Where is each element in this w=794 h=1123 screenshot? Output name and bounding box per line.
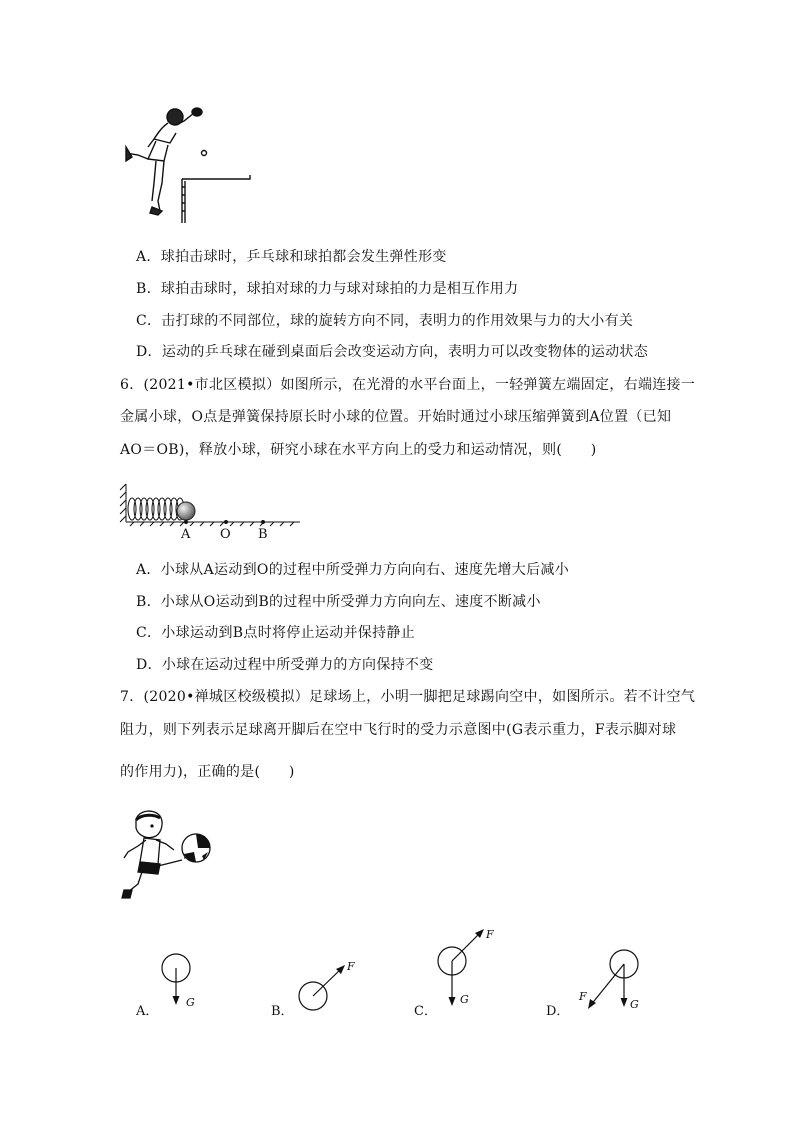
q7-choice-c-f-label: F: [486, 928, 494, 941]
spring-label-b: B: [258, 527, 268, 542]
spring-label-a: A: [181, 527, 191, 542]
q6-option-d: D．小球在运动过程中所受弹力的方向保持不变: [136, 657, 434, 673]
q7-choice-d-f-label: F: [579, 990, 587, 1003]
q7-choice-d-g-label: G: [630, 998, 639, 1011]
q6-stem-line-3: AO＝OB)，释放小球，研究小球在水平方向上的受力和运动情况，则( ): [120, 442, 597, 458]
q5-option-d: D．运动的乒乓球在碰到桌面后会改变运动方向，表明力可以改变物体的运动状态: [136, 344, 649, 360]
q6-option-a: A．小球从A运动到O的过程中所受弹力方向向右、速度先增大后减小: [136, 562, 569, 578]
q6-stem-line-1: 6．(2021•市北区模拟）如图所示，在光滑的水平台面上，一轻弹簧左端固定，右端连接一: [120, 377, 696, 393]
q7-choice-a-letter: A．: [136, 1004, 159, 1019]
q7-choice-a-diagram: [158, 950, 208, 1012]
q7-choice-c-letter: C．: [414, 1004, 437, 1019]
q7-choice-c-g-label: G: [460, 993, 469, 1006]
q7-choice-a-g-label: G: [186, 996, 195, 1009]
q7-choice-d-letter: D．: [546, 1004, 570, 1019]
q7-stem-line-2: 阻力，则下列表示足球离开脚后在空中飞行时的受力示意图中(G表示重力，F表示脚对球: [120, 722, 677, 738]
q7-choice-b-letter: B．: [271, 1004, 294, 1019]
spring-ball-figure: [118, 478, 308, 538]
q7-stem-line-1: 7．(2020•禅城区校级模拟）足球场上，小明一脚把足球踢向空中，如图所示。若不计空气: [120, 689, 696, 705]
q5-option-c: C．击打球的不同部位，球的旋转方向不同，表明力的作用效果与力的大小有关: [136, 313, 634, 329]
table-tennis-figure: [118, 103, 254, 225]
spring-label-o: O: [220, 527, 231, 542]
q5-option-a: A．球拍击球时，乒乓球和球拍都会发生弹性形变: [136, 249, 447, 265]
q5-option-b: B．球拍击球时，球拍对球的力与球对球拍的力是相互作用力: [136, 281, 519, 297]
soccer-kid-figure: [118, 806, 214, 904]
q6-stem-line-2: 金属小球，O点是弹簧保持原长时小球的位置。开始时通过小球压缩弹簧到A位置（已知: [120, 409, 672, 425]
q7-stem-line-3: 的作用力)，正确的是( ): [120, 764, 295, 780]
q6-option-c: C．小球运动到B点时将停止运动并保持静止: [136, 625, 415, 641]
q7-choice-b-f-label: F: [347, 960, 355, 973]
q6-option-b: B．小球从O运动到B的过程中所受弹力方向向左、速度不断减小: [136, 594, 541, 610]
